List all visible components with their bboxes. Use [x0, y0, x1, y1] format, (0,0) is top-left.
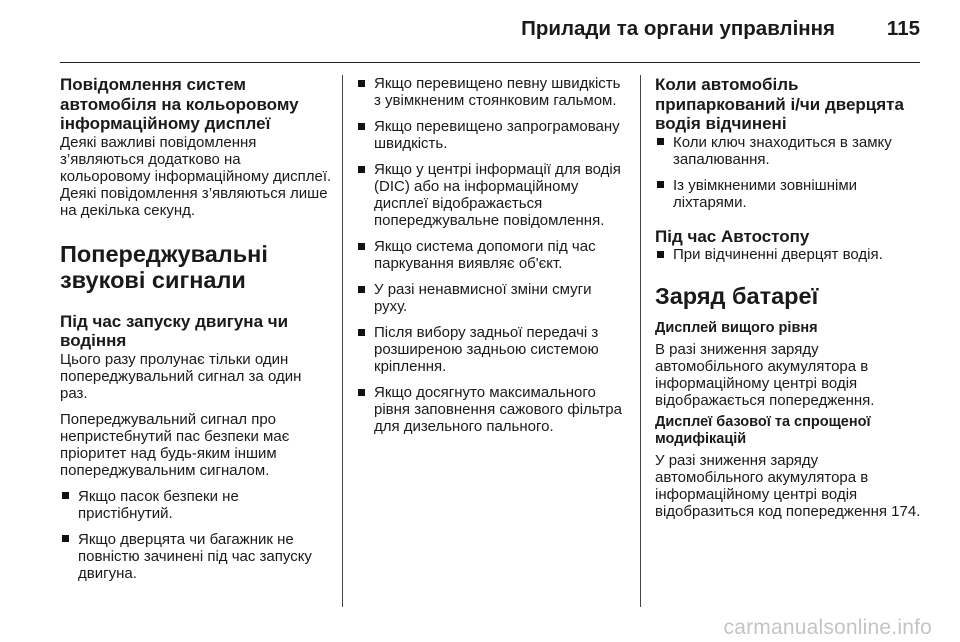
list-item-text: Коли ключ знаходиться в замку запалювання.	[673, 133, 892, 168]
column-divider-2	[640, 75, 641, 607]
list-item-text: При відчиненні дверцят водія.	[673, 246, 883, 263]
list-item-text: Якщо досягнуто максимального рівня заповнення сажового фільтра для дизельного пального.	[374, 384, 622, 435]
bullet-icon	[358, 123, 365, 130]
paragraph: У разі зниження заряду автомобільного акумулятора в інформаційному центрі водія відобразиться код попередження 174.	[655, 452, 921, 520]
list-item-text: Якщо система допомоги під час паркування виявляє об'єкт.	[374, 238, 596, 272]
bullet-icon	[358, 243, 365, 250]
bullet-icon	[358, 389, 365, 396]
bullet-icon	[62, 535, 69, 542]
list-item	[356, 324, 628, 375]
watermark: carmanualsonline.info	[723, 616, 932, 639]
bullet-icon	[657, 138, 664, 145]
section-heading: Коли автомобіль припаркований і/чи дверцята водія відчинені	[655, 75, 904, 133]
page-header	[0, 0, 960, 62]
section-heading: Попереджувальні звукові сигнали	[60, 240, 268, 293]
list-item-text: Якщо дверцята чи багажник не повністю зачинені під час запуску двигуна.	[78, 530, 312, 582]
paragraph: В разі зниження заряду автомобільного акумулятора в інформаційному центрі водія відображається попередження.	[655, 341, 875, 409]
list-item	[356, 161, 628, 229]
header-rule	[60, 62, 920, 63]
list-item-text: Після вибору задньої передачі з розширеною задньою системою кріплення.	[374, 324, 599, 375]
bullet-list	[655, 246, 927, 263]
column-2	[356, 75, 628, 435]
list-item-text: Із увімкненими зовнішніми ліхтарями.	[673, 176, 858, 211]
page-number: 115	[886, 17, 920, 40]
list-item	[356, 118, 628, 152]
bullet-icon	[358, 166, 365, 173]
subsection-heading: Дисплей вищого рівня	[655, 320, 818, 336]
paragraph: Цього разу пролунає тільки один попереджувальний сигнал за один раз.	[60, 350, 302, 402]
list-item	[356, 281, 628, 315]
section-heading: Під час Автостопу	[655, 226, 810, 246]
list-item	[655, 177, 927, 211]
bullet-icon	[62, 492, 69, 499]
paragraph: Деякі важливі повідомлення з’являються додатково на кольоровому інформаційному дисплеї. Деякі повідомлення з’являються лише на декілька секунд.	[60, 133, 332, 219]
bullet-list	[356, 75, 628, 435]
list-item	[356, 238, 628, 272]
list-item	[356, 384, 628, 435]
section-heading: Під час запуску двигуна чи водіння	[60, 311, 289, 350]
paragraph: Попереджувальний сигнал про непристебнутий пас безпеки має пріоритет над будь-яким іншим попереджувальним сигналом.	[60, 410, 290, 479]
column-1	[60, 75, 332, 582]
column-3	[655, 75, 927, 520]
column-divider-1	[342, 75, 343, 607]
list-item-text: Якщо пасок безпеки не пристібнутий.	[78, 487, 239, 522]
bullet-icon	[657, 181, 664, 188]
list-item	[356, 75, 628, 109]
list-item	[60, 531, 332, 582]
subsection-heading: Дисплеї базової та спрощеної модифікацій	[655, 414, 871, 447]
bullet-icon	[358, 329, 365, 336]
bullet-icon	[358, 286, 365, 293]
bullet-icon	[657, 251, 664, 258]
running-title: Прилади та органи управління	[521, 17, 835, 40]
bullet-icon	[358, 80, 365, 87]
list-item	[60, 488, 332, 522]
section-heading: Повідомлення систем автомобіля на кольоровому інформаційному дисплеї	[60, 75, 299, 133]
list-item-text: У разі ненавмисної зміни смуги руху.	[374, 281, 592, 315]
list-item	[655, 134, 927, 168]
list-item-text: Якщо перевищено запрограмовану швидкість.	[374, 118, 620, 152]
section-heading: Заряд батареї	[655, 283, 819, 309]
list-item-text: Якщо у центрі інформації для водія (DIC) або на інформаційному дисплеї відображається попереджувальне повідомлення.	[374, 161, 621, 229]
bullet-list	[60, 488, 332, 582]
list-item-text: Якщо перевищено певну швидкість з увімкненим стоянковим гальмом.	[374, 75, 621, 109]
list-item	[655, 246, 927, 263]
bullet-list	[655, 134, 927, 211]
